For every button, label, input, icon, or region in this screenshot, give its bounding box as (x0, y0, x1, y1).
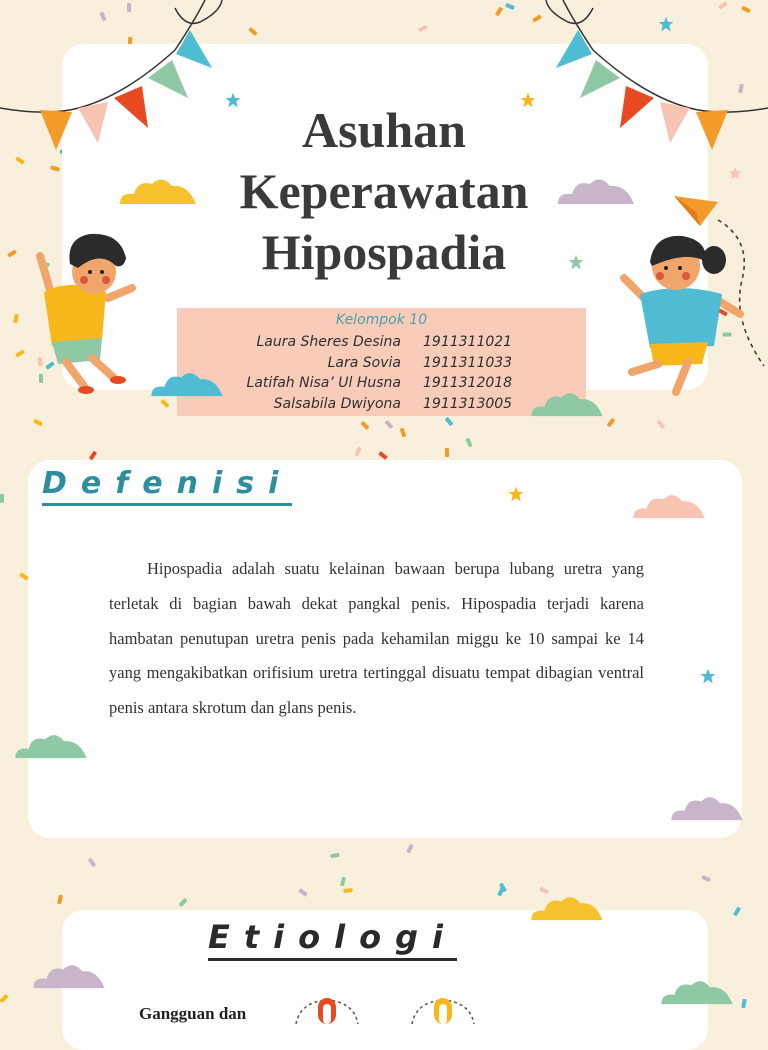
confetti-piece (340, 877, 346, 887)
confetti-piece (378, 451, 388, 460)
cloud-icon (118, 174, 198, 206)
confetti-piece (57, 895, 63, 905)
confetti-piece (248, 27, 257, 36)
member-name: Laura Sheres Desina (256, 334, 401, 351)
star-icon (225, 92, 241, 108)
cloud-icon (12, 730, 90, 760)
confetti-piece (89, 451, 97, 461)
hand-drawn-circle-icon (292, 994, 362, 1024)
star-icon (520, 92, 536, 108)
etiology-heading: Etiologi (208, 918, 457, 961)
confetti-piece (741, 999, 747, 1009)
confetti-piece (607, 418, 616, 428)
member-name: Salsabila Dwiyona (273, 395, 401, 412)
confetti-piece (0, 994, 9, 1003)
star-icon (508, 486, 524, 502)
definition-heading: Defenisi (42, 466, 292, 506)
group-label: Kelompok 10 (335, 312, 428, 328)
star-icon (728, 166, 742, 180)
confetti-piece (505, 3, 515, 10)
cloud-icon (630, 490, 708, 520)
confetti-piece (406, 844, 414, 854)
member-id: 1911312018 (423, 375, 513, 392)
confetti-piece (7, 249, 17, 257)
hand-drawn-circle-icon (408, 994, 478, 1024)
cloud-icon (528, 892, 606, 922)
member-row (177, 353, 586, 374)
confetti-piece (495, 7, 503, 17)
member-name: Lara Sovia (327, 354, 401, 371)
member-id: 1911311033 (423, 354, 513, 371)
definition-body: Hipospadia adalah suatu kelainan bawaan berupa lubang uretra yang terletak di bagian bawah dekat pangkal penis. Hipospadia terjadi karena hambatan penutupan uretra penis pada kehamilan miggu ke 10 sampai ke 14 yang mengakibatkan orifisium uretra tertinggal disuatu tempat dibagian ventral penis antara skrotum dan glans penis. (109, 559, 644, 718)
member-row (177, 394, 586, 415)
member-id: 1911311021 (423, 334, 513, 351)
child-boy-illustration-icon (30, 228, 140, 398)
confetti-piece (465, 438, 472, 448)
member-id: 1911313005 (423, 395, 513, 412)
confetti-piece (360, 421, 369, 430)
confetti-piece (33, 419, 43, 427)
confetti-piece (160, 399, 169, 408)
page-title: Asuhan Keperawatan Hipospadia (239, 102, 529, 280)
member-row (177, 332, 586, 353)
star-icon (658, 16, 674, 32)
confetti-piece (445, 448, 449, 457)
cloud-icon (148, 368, 226, 398)
confetti-piece (179, 898, 188, 907)
cloud-icon (668, 792, 746, 822)
confetti-piece (733, 907, 741, 917)
confetti-piece (15, 350, 25, 358)
star-icon (568, 254, 584, 270)
confetti-piece (0, 494, 4, 503)
star-icon (700, 668, 716, 684)
confetti-piece (50, 165, 60, 171)
cloud-icon (528, 388, 606, 418)
confetti-piece (13, 314, 19, 324)
cloud-icon (556, 174, 636, 206)
member-row (177, 373, 586, 394)
confetti-piece (445, 417, 454, 426)
confetti-piece (298, 888, 308, 897)
etiology-item: Gangguan dan (139, 1004, 247, 1023)
confetti-piece (343, 888, 352, 893)
confetti-piece (701, 875, 711, 882)
member-name: Latifah Nisa’ Ul Husna (246, 375, 401, 392)
confetti-piece (384, 420, 393, 429)
confetti-piece (418, 25, 428, 33)
confetti-piece (657, 420, 666, 430)
confetti-piece (354, 447, 362, 457)
cloud-icon (30, 960, 108, 990)
group-members-box (177, 308, 586, 416)
confetti-piece (400, 428, 407, 438)
confetti-piece (330, 853, 340, 859)
child-girl-illustration-icon (618, 228, 750, 398)
confetti-piece (88, 858, 97, 868)
cloud-icon (658, 976, 736, 1006)
